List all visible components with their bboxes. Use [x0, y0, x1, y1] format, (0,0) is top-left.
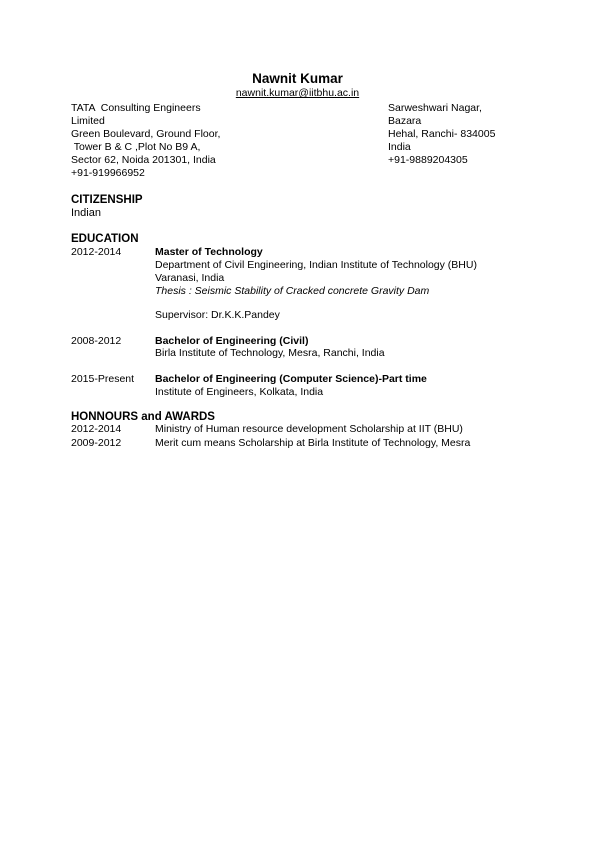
- home-address-line: Sarweshwari Nagar,: [388, 102, 482, 114]
- home-phone: +91-9889204305: [388, 153, 468, 166]
- citizenship-heading: CITIZENSHIP: [71, 194, 143, 206]
- home-address-line: India: [388, 140, 411, 153]
- home-address-line: Bazara: [388, 114, 422, 127]
- education-institution: Institute of Engineers, Kolkata, India: [155, 386, 324, 398]
- award-period: 2009-2012: [71, 437, 122, 449]
- citizenship-value: Indian: [71, 207, 101, 219]
- education-period: 2012-2014: [71, 246, 122, 258]
- education-period: 2008-2012: [71, 335, 122, 347]
- education-institution: Birla Institute of Technology, Mesra, Ranchi, India: [155, 347, 385, 359]
- candidate-name: Nawnit Kumar: [252, 71, 343, 86]
- awards-heading: HONNOURS and AWARDS: [71, 411, 215, 423]
- education-location: Varanasi, India: [155, 272, 225, 284]
- work-address-line: Sector 62, Noida 201301, India: [71, 153, 216, 166]
- education-degree: Bachelor of Engineering (Computer Science)-Part time: [155, 373, 427, 385]
- education-period: 2015-Present: [71, 373, 135, 385]
- work-address-line: Limited: [71, 114, 105, 127]
- education-degree: Bachelor of Engineering (Civil): [155, 335, 309, 347]
- home-address-line: Hehal, Ranchi- 834005: [388, 127, 496, 140]
- education-department: Department of Civil Engineering, Indian Institute of Technology (BHU): [155, 259, 477, 271]
- education-supervisor: Supervisor: Dr.K.K.Pandey: [155, 309, 280, 321]
- education-degree: Master of Technology: [155, 246, 263, 258]
- education-thesis: Thesis : Seismic Stability of Cracked concrete Gravity Dam: [155, 285, 430, 297]
- work-address-line: TATA Consulting Engineers: [71, 102, 201, 114]
- work-address-line: Tower B & C ,Plot No B9 A,: [71, 140, 201, 153]
- work-phone: +91-919966952: [71, 166, 145, 179]
- award-text: Merit cum means Scholarship at Birla Institute of Technology, Mesra: [155, 437, 471, 449]
- email-link[interactable]: nawnit.kumar@iitbhu.ac.in: [235, 87, 360, 99]
- work-address: [71, 102, 220, 179]
- home-address: [388, 102, 495, 167]
- education-heading: EDUCATION: [71, 233, 139, 245]
- award-text: Ministry of Human resource development Scholarship at IIT (BHU): [155, 423, 463, 435]
- work-address-line: Green Boulevard, Ground Floor,: [71, 127, 221, 140]
- award-period: 2012-2014: [71, 423, 122, 435]
